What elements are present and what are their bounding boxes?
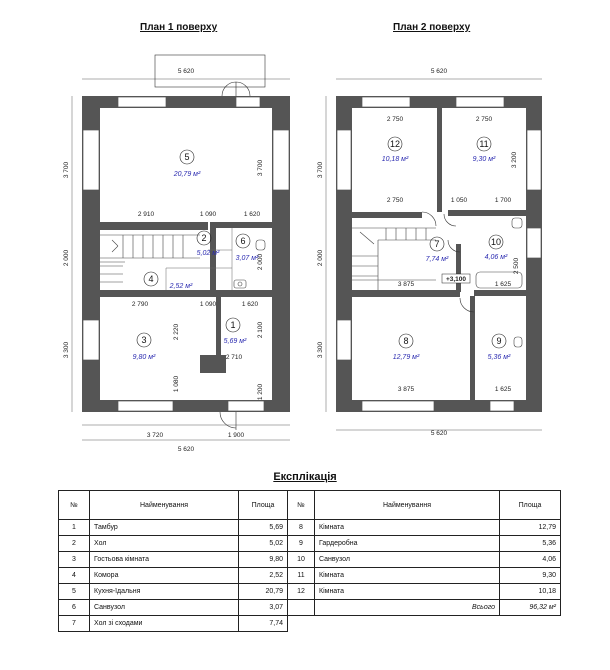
cell-area: 10,18	[500, 584, 561, 600]
svg-text:5: 5	[184, 152, 190, 162]
f1-dim-r3-v2: 1 080	[173, 375, 180, 393]
f1-dim-r3-v: 2 220	[173, 323, 180, 341]
cell-no: 6	[59, 600, 90, 616]
svg-text:10: 10	[490, 237, 502, 247]
table-row	[59, 568, 561, 584]
table-header-row	[59, 491, 561, 520]
cell-area: 3,07	[239, 600, 288, 616]
f2-dim-r11-v: 3 200	[511, 151, 518, 169]
cell-name: Санвузол	[315, 552, 500, 568]
f1-dim-left-top: 3 700	[63, 161, 70, 179]
f2-dim-left-bot: 3 300	[317, 341, 324, 359]
svg-text:12: 12	[389, 139, 401, 149]
cell-name: Санвузол	[90, 600, 239, 616]
svg-text:2: 2	[201, 233, 207, 243]
cell-area: 4,06	[500, 552, 561, 568]
f1-dim-r1-w: 2 710	[225, 354, 243, 361]
svg-text:10,18 м²: 10,18 м²	[381, 156, 409, 163]
svg-text:4,06 м²: 4,06 м²	[484, 254, 508, 261]
f2-dim-r11-bottom: 1 700	[494, 197, 512, 204]
svg-text:1: 1	[230, 320, 236, 330]
cell-no: 5	[59, 584, 90, 600]
f2-room-10	[485, 235, 508, 261]
f1-room-4	[144, 272, 193, 290]
f2-dim-r7-top: 1 050	[450, 197, 468, 204]
svg-text:5,36 м²: 5,36 м²	[487, 354, 511, 361]
cell-name: Хол зі сходами	[90, 616, 239, 632]
svg-text:7: 7	[434, 239, 440, 249]
f2-dim-left-mid: 2 000	[317, 249, 324, 267]
floor2-stairs	[352, 228, 436, 290]
cell-no: 4	[59, 568, 90, 584]
f2-dim-r12-top: 2 750	[386, 116, 404, 123]
f2-dim-stair: 3 875	[397, 281, 415, 288]
total-label: Всього	[315, 600, 500, 616]
f2-room-12	[382, 137, 409, 163]
svg-text:20,79 м²: 20,79 м²	[173, 171, 201, 178]
svg-text:6: 6	[240, 236, 246, 246]
f2-dim-r10-v: 2 500	[513, 257, 520, 275]
f1-dim-bottom-left: 3 720	[146, 432, 164, 439]
f2-room-11	[473, 137, 496, 163]
svg-text:2,52 м²: 2,52 м²	[169, 283, 193, 290]
cell-area: 2,52	[239, 568, 288, 584]
f1-dim-top: 5 620	[177, 68, 195, 75]
f2-dim-r8-bottom: 3 875	[397, 386, 415, 393]
cell-name: Кімната	[315, 568, 500, 584]
cell-no: 11	[288, 568, 315, 584]
svg-text:5,69 м²: 5,69 м²	[223, 338, 247, 345]
table-row	[59, 600, 561, 616]
svg-text:11: 11	[479, 139, 489, 149]
floor2-plan	[326, 79, 542, 430]
cell-no: 2	[59, 536, 90, 552]
header-name: Найменування	[90, 491, 239, 520]
f1-dim-r5-c: 1 620	[243, 211, 261, 218]
f1-room-2	[197, 231, 220, 257]
cell-name: Тамбур	[90, 520, 239, 536]
table-row	[59, 536, 561, 552]
floor1-plan	[72, 55, 290, 440]
svg-text:9: 9	[496, 336, 502, 346]
cell-area: 5,02	[239, 536, 288, 552]
cell-name: Гардеробна	[315, 536, 500, 552]
floor1-title: План 1 поверху	[140, 22, 218, 33]
cell-no: 9	[288, 536, 315, 552]
cell-name: Комора	[90, 568, 239, 584]
f2-dim-r11-top: 2 750	[475, 116, 493, 123]
header-name-2: Найменування	[315, 491, 500, 520]
f2-dim-r12-bottom: 2 750	[386, 197, 404, 204]
f1-dim-left-bot: 3 300	[63, 341, 70, 359]
table-row	[59, 584, 561, 600]
explication-title: Експлікація	[273, 471, 337, 483]
cell-no: 7	[59, 616, 90, 632]
f1-dim-r1-v: 2 100	[257, 321, 264, 339]
table-row	[59, 520, 561, 536]
svg-text:7,74 м²: 7,74 м²	[425, 256, 449, 263]
f1-dim-bottom-total: 5 620	[177, 446, 195, 453]
entrance-door-icon	[222, 82, 250, 96]
f1-dim-right-top: 3 700	[257, 159, 264, 177]
front-door-icon	[220, 412, 236, 430]
cell-no: 1	[59, 520, 90, 536]
table-row	[59, 552, 561, 568]
cell-area: 9,80	[239, 552, 288, 568]
table-row	[59, 616, 561, 632]
f1-dim-mid-c: 1 620	[241, 301, 259, 308]
svg-text:+3,100: +3,100	[445, 276, 467, 283]
cell-no: 12	[288, 584, 315, 600]
svg-text:5,02 м²: 5,02 м²	[196, 250, 220, 257]
entrance-canopy	[155, 55, 265, 87]
cell-area: 9,30	[500, 568, 561, 584]
f2-level-mark	[442, 274, 470, 283]
f2-room-8	[393, 334, 420, 361]
f1-dim-r6-v: 2 000	[257, 253, 264, 271]
svg-text:9,80 м²: 9,80 м²	[132, 354, 156, 361]
f2-dim-r9-bottom: 1 625	[494, 386, 512, 393]
f1-room-6	[236, 234, 259, 262]
f1-dim-mid-b: 1 090	[199, 301, 217, 308]
cell-area: 5,36	[500, 536, 561, 552]
svg-text:3,07 м²: 3,07 м²	[235, 255, 259, 262]
cell-no: 10	[288, 552, 315, 568]
f2-dim-top: 5 620	[430, 68, 448, 75]
cell-area: 20,79	[239, 584, 288, 600]
f2-room-7	[426, 237, 449, 263]
f2-room-9	[488, 334, 511, 361]
f1-dim-bottom-door: 1 900	[227, 432, 245, 439]
header-no-2: №	[288, 491, 315, 520]
f1-dim-r5-a: 2 910	[137, 211, 155, 218]
cell-area: 5,69	[239, 520, 288, 536]
floor2-walls	[336, 96, 542, 412]
f1-room-1	[224, 318, 247, 345]
cell-area: 12,79	[500, 520, 561, 536]
svg-text:3: 3	[141, 335, 147, 345]
svg-text:4: 4	[148, 274, 154, 284]
cell-empty	[288, 600, 315, 616]
f2-dim-r10-bottom: 1 625	[494, 281, 512, 288]
f1-dim-mid-a: 2 790	[131, 301, 149, 308]
header-area-2: Площа	[500, 491, 561, 520]
header-no: №	[59, 491, 90, 520]
cell-no: 8	[288, 520, 315, 536]
f1-room-3	[133, 333, 156, 361]
f2-dim-bottom: 5 620	[430, 430, 448, 437]
f1-dim-r5-b: 1 090	[199, 211, 217, 218]
cell-no: 3	[59, 552, 90, 568]
f2-dim-left-top: 3 700	[317, 161, 324, 179]
cell-name: Хол	[90, 536, 239, 552]
cell-name: Гостьова кімната	[90, 552, 239, 568]
header-area: Площа	[239, 491, 288, 520]
floor2-title: План 2 поверху	[393, 22, 471, 33]
svg-text:12,79 м²: 12,79 м²	[392, 354, 420, 361]
cell-name: Кухня-їдальня	[90, 584, 239, 600]
cell-name: Кімната	[315, 584, 500, 600]
cell-area: 7,74	[239, 616, 288, 632]
svg-text:8: 8	[403, 336, 409, 346]
f1-dim-r1-v2: 1 200	[257, 383, 264, 401]
f1-dim-left-mid: 2 000	[63, 249, 70, 267]
f1-room-5	[173, 150, 201, 178]
svg-text:9,30 м²: 9,30 м²	[472, 156, 496, 163]
explication-table	[58, 490, 561, 632]
cell-name: Кімната	[315, 520, 500, 536]
total-value: 96,32 м²	[500, 600, 561, 616]
